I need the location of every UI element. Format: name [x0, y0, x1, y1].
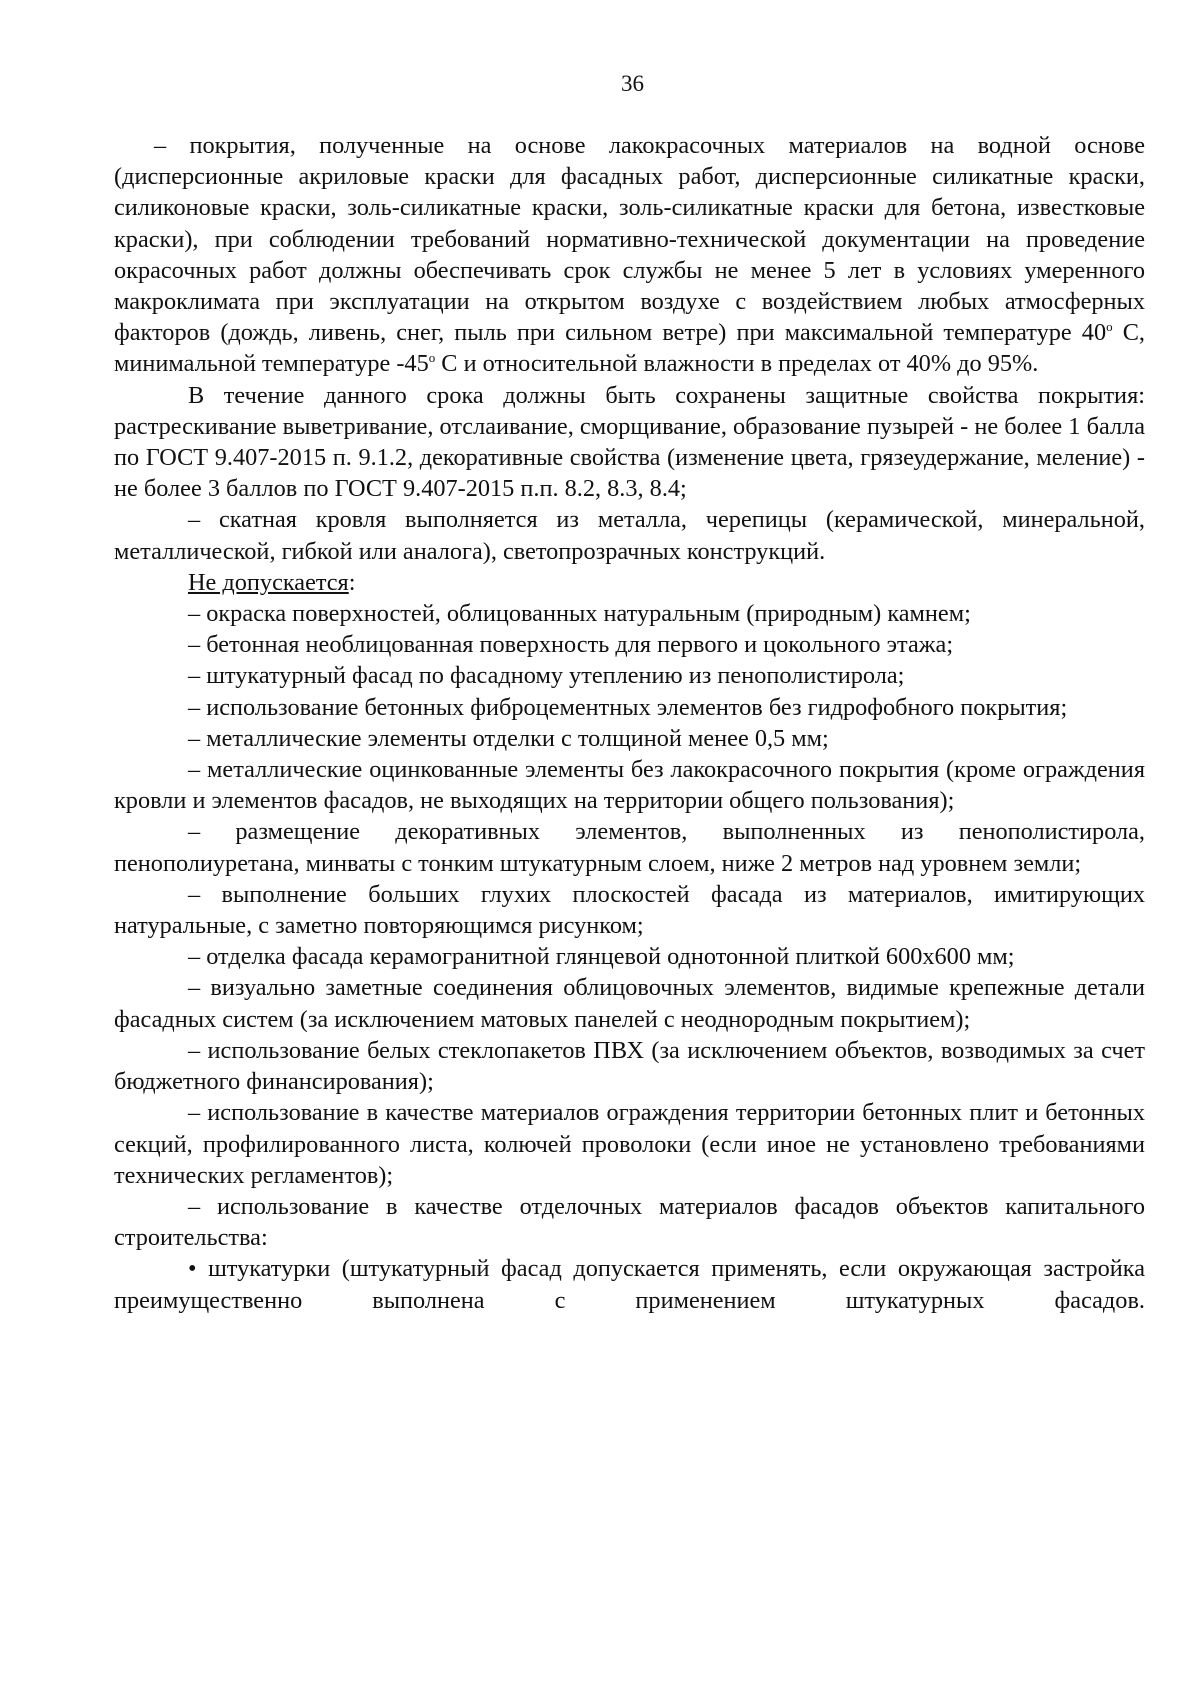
bullet-icon: •: [188, 1255, 197, 1283]
paragraph-coatings-text-a: – покрытия, полученные на основе лакокрасочных материалов на водной основе (дисперсионные акриловые краски для фасадных работ, дисперсионные силикатные краски, силиконовые краски, золь-силикатные краски, золь-силикатные краски для бетона, известковые краски), при соблюдении требований нормативно-технической документации на проведение окрасочных работ должны обеспечивать срок службы не менее 5 лет в условиях умеренного макроклимата при эксплуатации на открытом воздухе с воздействием любых атмосферных факторов (дождь, ливень, снег, пыль при сильном ветре) при максимальной температуре 40: [114, 132, 1145, 347]
list-item: – размещение декоративных элементов, выполненных из пенополистирола, пенополиуретана, минваты с тонким штукатурным слоем, ниже 2 метров над уровнем земли;: [114, 818, 1145, 877]
list-item: – выполнение больших глухих плоскостей фасада из материалов, имитирующих натуральные, с заметно повторяющимся рисунком;: [114, 880, 1145, 940]
page-number: 36: [621, 71, 644, 96]
list-item: – металлические элементы отделки с толщиной менее 0,5 мм;: [188, 724, 829, 752]
bullet-item-plaster: [114, 1253, 1145, 1315]
list-item: – бетонная необлицованная поверхность для первого и цокольного этажа;: [188, 631, 954, 659]
list-item: – использование белых стеклопакетов ПВХ (за исключением объектов, возводимых за счет бюджетного финансирования);: [114, 1036, 1145, 1096]
list-item: – визуально заметные соединения облицовочных элементов, видимые крепежные детали фасадных систем (за исключением матовых панелей с неоднородным покрытием);: [114, 974, 1145, 1033]
document-body: [114, 130, 1145, 1316]
paragraph-protective-properties: В течение данного срока должны быть сохранены защитные свойства покрытия: растрескивание выветривание, отслаивание, сморщивание, образование пузырей - не более 1 балла по ГОСТ 9.407-2015 п. 9.1.2, декоративные свойства (изменение цвета, грязеудержание, меление) - не более 3 баллов по ГОСТ 9.407-2015 п.п. 8.2, 8.3, 8.4;: [114, 381, 1145, 503]
not-allowed-heading-colon: :: [348, 568, 356, 596]
paragraph-coatings-text-b: С, минимальной температуре -45: [114, 319, 1145, 378]
not-allowed-heading: [114, 567, 1145, 598]
bullet-item-text: штукатурки (штукатурный фасад допускается применять, если окружающая застройка преимущественно выполнена с применением штукатурных фасадов.: [114, 1255, 1145, 1314]
degree-sign-1: o: [1106, 319, 1113, 335]
list-item: – использование в качестве отделочных материалов фасадов объектов капитального строительства:: [114, 1192, 1145, 1252]
list-item: – отделка фасада керамогранитной глянцевой однотонной плиткой 600х600 мм;: [188, 943, 1015, 971]
list-item: – использование в качестве материалов ограждения территории бетонных плит и бетонных секций, профилированного листа, колючей проволоки (если иное не установлено требованиями технических регламентов);: [114, 1099, 1145, 1189]
list-item: – штукатурный фасад по фасадному утеплению из пенополистирола;: [188, 662, 905, 690]
paragraph-coatings: [114, 130, 1145, 380]
degree-sign-2: o: [428, 350, 436, 366]
paragraph-pitched-roof: – скатная кровля выполняется из металла, черепицы (керамической, минеральной, металлической, гибкой или аналога), светопрозрачных конструкций.: [114, 506, 1145, 565]
not-allowed-heading-text: Не допускается: [188, 568, 349, 596]
paragraph-coatings-text-c: С и относительной влажности в пределах от 40% до 95%.: [435, 350, 1039, 378]
list-item: – использование бетонных фиброцементных элементов без гидрофобного покрытия;: [188, 693, 1068, 721]
list-item: – окраска поверхностей, облицованных натуральным (природным) камнем;: [188, 600, 971, 628]
list-item: – металлические оцинкованные элементы без лакокрасочного покрытия (кроме ограждения кровли и элементов фасадов, не выходящих на территории общего пользования);: [114, 756, 1145, 815]
